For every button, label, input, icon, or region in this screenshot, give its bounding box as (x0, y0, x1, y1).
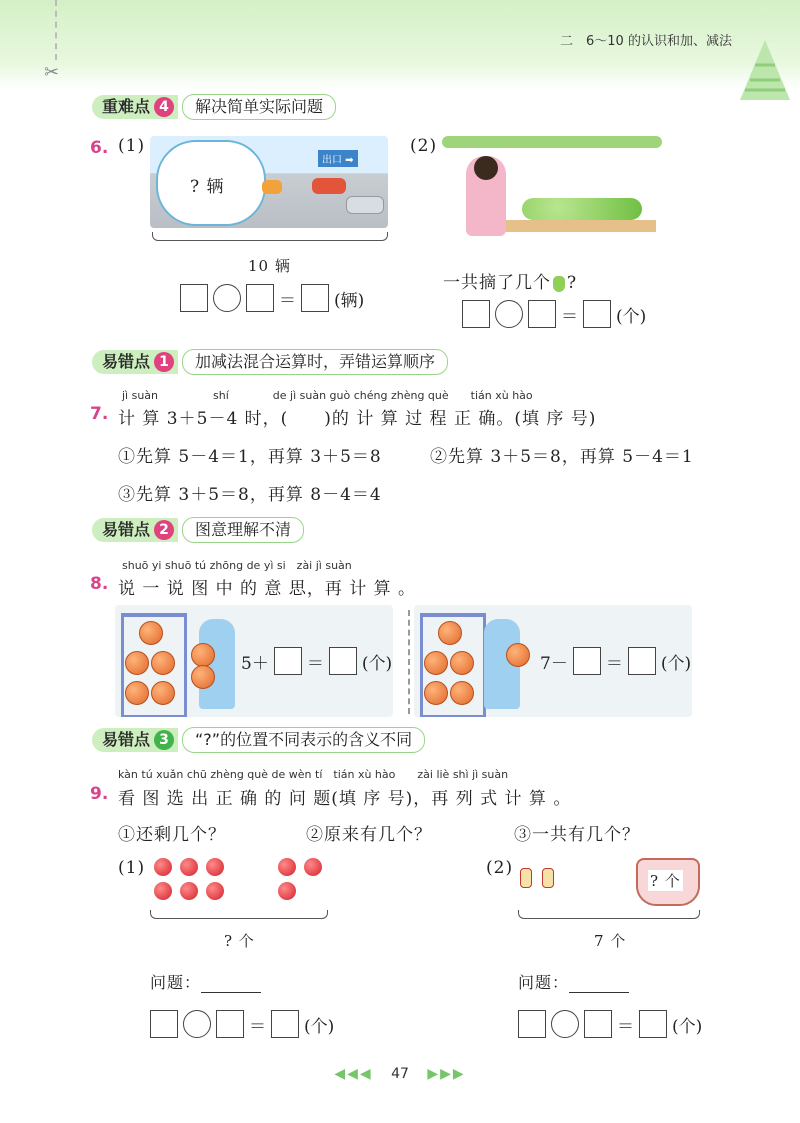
answer-box[interactable] (462, 300, 490, 328)
q8-text: 说 一 说 图 中 的 意 思，再 计 算 。 (118, 579, 417, 599)
q7-option-3: ③先算 3＋5＝8，再算 8－4＝4 (118, 485, 382, 505)
q8-left-equation (241, 647, 392, 675)
section-err3 (92, 726, 425, 754)
answer-box[interactable] (518, 1010, 546, 1038)
apple-core-icon (542, 868, 554, 888)
answer-box[interactable] (573, 647, 601, 675)
question-label: 问题： (518, 973, 570, 992)
girl-head (474, 156, 498, 180)
section-key4-tag (92, 95, 178, 119)
q9-option-1: ①还剩几个？ (118, 825, 226, 845)
q9-part1-label: (1) (118, 858, 146, 878)
ball (438, 621, 462, 645)
question-answer-blank[interactable] (569, 978, 629, 993)
q7-text: 计 算 3＋5－4 时，( )的 计 算 过 程 正 确。(填 序 号) (118, 409, 597, 429)
q6-part2-label: (2) (410, 136, 438, 156)
q7-pinyin: jì suàn shí de jì suàn guò chéng zhèng què tián xù hào (122, 389, 533, 402)
answer-box[interactable] (329, 647, 357, 675)
unit-label: (个) (672, 1016, 703, 1037)
q6-number: 6. (90, 138, 109, 158)
answer-box[interactable] (301, 284, 329, 312)
q6-brace-label: 10 辆 (248, 257, 291, 275)
section-err1-badge: 1 (154, 352, 174, 372)
vine-trellis (442, 136, 662, 148)
exit-sign: 出口 ➡ (318, 150, 358, 167)
equals-sign: ＝ (249, 1016, 266, 1037)
equals-sign: ＝ (617, 1016, 634, 1037)
apple-icon (180, 858, 198, 876)
q6-part1-label: (1) (118, 136, 146, 156)
unit-label: (个) (361, 653, 393, 674)
equals-sign: ＝ (279, 290, 296, 311)
q8-right-equation (540, 647, 691, 675)
apple-icon (278, 858, 296, 876)
q8-right-start: 7－ (540, 653, 568, 674)
pagoda-decoration-icon (730, 20, 800, 110)
car-red (312, 178, 346, 194)
q8-number: 8. (90, 574, 109, 594)
question-answer-blank[interactable] (201, 978, 261, 993)
apple-icon (206, 858, 224, 876)
q8-pinyin: shuō yi shuō tú zhōng de yì si zài jì suàn (122, 559, 352, 572)
section-err2-label: 易错点 (102, 520, 151, 539)
section-key4-badge: 4 (154, 97, 174, 117)
question-label: 问题： (150, 973, 202, 992)
ball (450, 651, 474, 675)
gourd-pile (522, 198, 642, 220)
ball (424, 681, 448, 705)
apple-icon (278, 882, 296, 900)
q6-part2-question (443, 268, 577, 293)
ball (125, 651, 149, 675)
q9-part2-equation (518, 1010, 702, 1038)
ball (191, 643, 215, 667)
answer-box[interactable] (150, 1010, 178, 1038)
car-orange (262, 180, 282, 194)
operator-circle[interactable] (551, 1010, 579, 1038)
operator-circle[interactable] (213, 284, 241, 312)
q9-option-2: ②原来有几个？ (306, 825, 432, 845)
equals-sign: ＝ (605, 653, 623, 674)
unit-label: (辆) (334, 290, 365, 311)
q7-option-2: ②先算 3＋5＝8，再算 5－4＝1 (430, 447, 694, 467)
q9-part1-brace-label: ? 个 (224, 932, 255, 950)
q9-part2-brace (518, 910, 700, 919)
q6-part2-question-text: 一共摘了几个 (443, 273, 551, 293)
apple-core-icon (520, 868, 532, 888)
ball (125, 681, 149, 705)
gourd-icon (553, 276, 565, 292)
q9-text: 看 图 选 出 正 确 的 问 题(填 序 号)，再 列 式 计 算 。 (118, 789, 572, 809)
q9-number: 9. (90, 784, 109, 804)
footer-left-arrows-icon: ◀◀◀ (334, 1066, 373, 1082)
apple-icon (154, 858, 172, 876)
answer-box[interactable] (639, 1010, 667, 1038)
q9-part2-picture (514, 852, 700, 908)
answer-box[interactable] (584, 1010, 612, 1038)
apple-icon (206, 882, 224, 900)
section-err2-tag (92, 518, 178, 542)
ball (151, 681, 175, 705)
q6-gourd-picture (442, 136, 662, 251)
q9-part1-equation (150, 1010, 334, 1038)
section-key4-label: 重难点 (102, 97, 151, 116)
q6-parking-picture (150, 136, 388, 228)
answer-box[interactable] (271, 1010, 299, 1038)
q6-part2-qmark: ? (567, 273, 578, 293)
operator-circle[interactable] (495, 300, 523, 328)
answer-box[interactable] (246, 284, 274, 312)
q6-bubble-text: ? 辆 (190, 177, 225, 197)
footer-right-arrows-icon: ▶▶▶ (427, 1066, 466, 1082)
ball (450, 681, 474, 705)
table (506, 220, 656, 232)
equals-sign: ＝ (306, 653, 324, 674)
section-err1-title: 加减法混合运算时，弄错运算顺序 (182, 349, 448, 375)
ball (424, 651, 448, 675)
q7-number: 7. (90, 404, 109, 424)
section-err3-tag (92, 728, 178, 752)
section-err1 (92, 348, 448, 376)
unit-label: (个) (304, 1016, 335, 1037)
ball (506, 643, 530, 667)
section-key4 (92, 93, 336, 121)
apple-icon (180, 882, 198, 900)
answer-box[interactable] (274, 647, 302, 675)
q8-left-picture (115, 605, 393, 717)
section-err1-label: 易错点 (102, 352, 151, 371)
section-err1-tag (92, 350, 178, 374)
q6-part2-equation (462, 300, 646, 328)
ball (139, 621, 163, 645)
unit-label: (个) (616, 306, 647, 327)
answer-box[interactable] (583, 300, 611, 328)
car-white (346, 196, 384, 214)
section-err2 (92, 516, 304, 544)
unit-label: (个) (660, 653, 692, 674)
section-err3-title: “?”的位置不同表示的含义不同 (182, 727, 425, 753)
apple-icon (304, 858, 322, 876)
page-footer (0, 1066, 800, 1082)
section-err3-badge: 3 (154, 730, 174, 750)
exit-sign-text: 出口 (322, 155, 342, 166)
q9-part1-apples (148, 852, 328, 908)
divider (408, 610, 410, 714)
answer-box[interactable] (216, 1010, 244, 1038)
q9-part2-brace-label: 7 个 (594, 932, 627, 950)
q6-brace (152, 232, 388, 241)
answer-box[interactable] (528, 300, 556, 328)
ball (191, 665, 215, 689)
chapter-header: 二 6～10 的认识和加、减法 (560, 34, 732, 49)
q6-part1-equation (180, 284, 364, 312)
q9-part1-brace (150, 910, 328, 919)
q7-option-1: ①先算 5－4＝1，再算 3＋5＝8 (118, 447, 382, 467)
q9-part1-question-line (150, 970, 261, 993)
basket-label: ? 个 (650, 872, 681, 890)
q8-right-picture (414, 605, 692, 717)
answer-box[interactable] (628, 647, 656, 675)
apple-icon (154, 882, 172, 900)
page-number: 47 (391, 1066, 409, 1082)
q9-option-3: ③一共有几个？ (514, 825, 640, 845)
cut-line (55, 0, 57, 60)
operator-circle[interactable] (183, 1010, 211, 1038)
scissors-icon: ✂ (44, 62, 60, 83)
ball (151, 651, 175, 675)
q8-left-start: 5＋ (241, 653, 269, 674)
q9-part2-label: (2) (486, 858, 514, 878)
section-key4-title: 解决简单实际问题 (182, 94, 336, 120)
q9-pinyin: kàn tú xuǎn chū zhèng què de wèn tí tián xù hào zài liè shì jì suàn (118, 768, 509, 781)
section-err2-badge: 2 (154, 520, 174, 540)
answer-box[interactable] (180, 284, 208, 312)
equals-sign: ＝ (561, 306, 578, 327)
q9-part2-question-line (518, 970, 629, 993)
section-err3-label: 易错点 (102, 730, 151, 749)
section-err2-title: 图意理解不清 (182, 517, 304, 543)
